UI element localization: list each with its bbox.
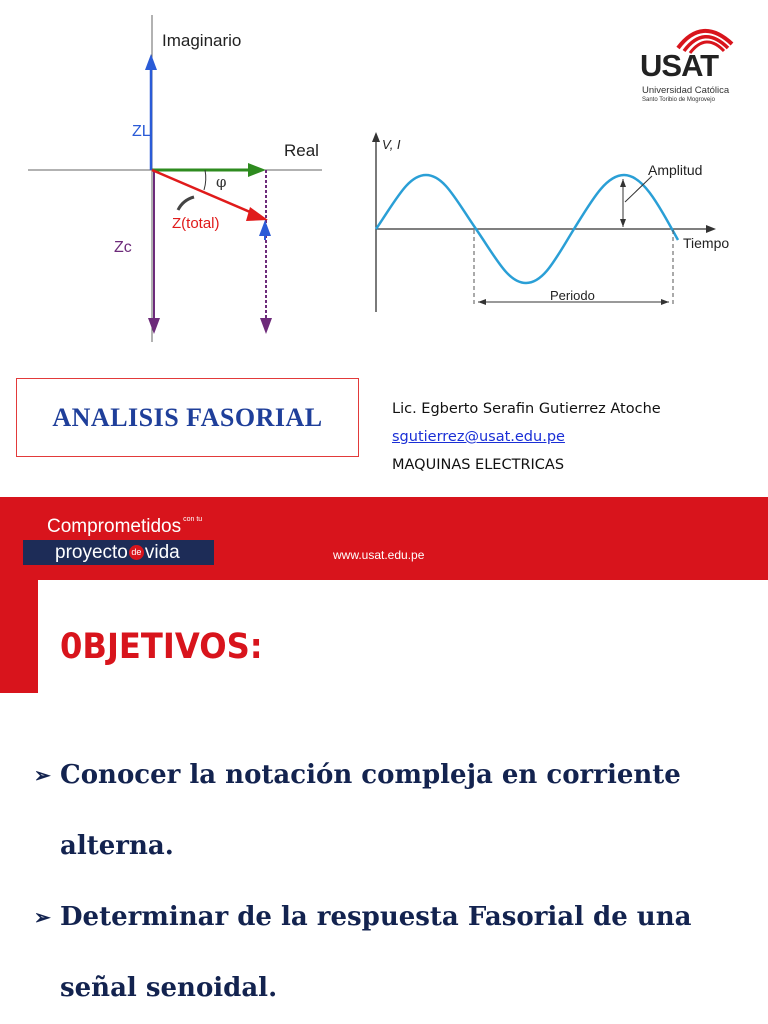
phasor-diagram [0, 0, 340, 360]
slogan-line1: Comprometidos con tu [47, 516, 203, 537]
objetivos-heading: 0BJETIVOS: [60, 627, 263, 667]
author-info [392, 395, 661, 479]
brand-banner [0, 497, 768, 580]
side-accent-bar [0, 580, 38, 693]
label-real: Real [284, 141, 319, 160]
logo-text: USAT [640, 48, 719, 83]
label-zc: Zc [114, 239, 132, 256]
list-item: ➢ Conocer la notación compleja en corriente alterna. [34, 740, 744, 882]
slogan-line2: proyecto de vida [23, 540, 214, 565]
title-box [16, 378, 359, 457]
website-link[interactable]: www.usat.edu.pe [333, 548, 425, 562]
ztotal-vector [152, 170, 257, 215]
label-zl: ZL [132, 123, 151, 140]
usat-logo [640, 22, 740, 103]
label-periodo: Periodo [550, 288, 595, 303]
label-amplitud: Amplitud [648, 162, 703, 178]
logo-subtitle-2: Santo Toribio de Mogrovejo [642, 97, 715, 103]
label-ztotal: Z(total) [172, 215, 220, 232]
page-title: ANALISIS FASORIAL [52, 402, 323, 432]
bullet-arrow-icon: ➢ [34, 905, 51, 929]
course-name: MAQUINAS ELECTRICAS [392, 457, 565, 473]
label-vi: V, I [382, 137, 401, 152]
sine-wave-diagram [360, 130, 750, 320]
de-badge-icon: de [129, 545, 144, 560]
label-imaginario: Imaginario [162, 31, 242, 50]
list-item: ➢ Determinar de la respuesta Fasorial de una señal senoidal. [34, 882, 744, 1024]
bullet-arrow-icon: ➢ [34, 763, 51, 787]
label-tiempo: Tiempo [683, 235, 730, 251]
phi-arc [204, 170, 206, 190]
author-name: Lic. Egberto Serafin Gutierrez Atoche [392, 401, 661, 417]
author-email-link[interactable]: sgutierrez@usat.edu.pe [392, 429, 565, 445]
curved-arrow-icon [178, 197, 194, 210]
label-phi: φ [216, 173, 227, 191]
logo-subtitle: Universidad Católica [642, 85, 730, 96]
objectives-list [34, 740, 744, 1024]
